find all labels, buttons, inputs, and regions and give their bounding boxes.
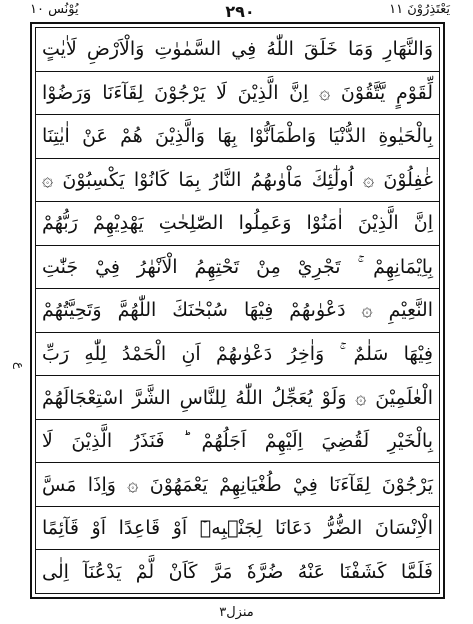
verse-line — [36, 463, 439, 507]
verse-line-text: الْعٰلَمِيْنَ ۞ وَلَوْ يُعَجِّلُ اللّٰهُ لِلنَّاسِ الشَّرَّ اسْتِعْجَالَهُمْ — [42, 386, 433, 409]
verse-line — [36, 333, 439, 377]
verse-line — [36, 159, 439, 203]
surah-title: يُوْنُس ١٠ — [30, 2, 79, 17]
verse-line-text: الْاِنْسَانَ الضُّرُّ دَعَانَا لِجَنْۢبِهٖٓ اَوْ قَاعِدًا اَوْ قَآئِمًا — [42, 517, 433, 540]
verse-line-text: بِالْحَيٰوةِ الدُّنْيَا وَاطْمَاَنُّوْا بِهَا وَالَّذِيْنَ هُمْ عَنْ اٰيٰتِنَا — [42, 125, 433, 148]
verse-line — [36, 72, 439, 116]
verse-line-text: يَرْجُوْنَ لِقَآءَنَا فِيْ طُغْيَانِهِمْ يَعْمَهُوْنَ ۞ وَاِذَا مَسَّ — [42, 473, 433, 496]
verse-line — [36, 420, 439, 464]
verse-line-text: فِيْهَا سَلٰمٌ ۚ وَاٰخِرُ دَعْوٰىهُمْ اَنِ الْحَمْدُ لِلّٰهِ رَبِّ — [42, 342, 433, 365]
page-number: ٢٩٠ — [225, 2, 255, 21]
text-frame — [30, 22, 445, 599]
verse-line-text: النَّعِيْمِ ۞ دَعْوٰىهُمْ فِيْهَا سُبْحٰنَكَ اللّٰهُمَّ وَتَحِيَّتُهُمْ — [42, 299, 433, 322]
verse-line-text: اِنَّ الَّذِيْنَ اٰمَنُوْا وَعَمِلُوا الصّٰلِحٰتِ يَهْدِيْهِمْ رَبُّهُمْ — [42, 212, 433, 235]
verse-line-text: بِاِيْمَانِهِمْ ۚ تَجْرِيْ مِنْ تَحْتِهِمُ الْاَنْهٰرُ فِيْ جَنّٰتِ — [42, 255, 433, 278]
verse-lines — [36, 28, 439, 593]
verse-line-text: فَلَمَّا كَشَفْنَا عَنْهُ ضُرَّهٗ مَرَّ كَاَنْ لَّمْ يَدْعُنَآ اِلٰى — [42, 560, 433, 583]
verse-line-text: وَالنَّهَارِ وَمَا خَلَقَ اللّٰهُ فِي السَّمٰوٰتِ وَالْاَرْضِ لَاٰيٰتٍ — [42, 38, 433, 61]
manzil-footer: منزل٣ — [219, 605, 254, 620]
verse-line-text: غٰفِلُوْنَ ۞ اُولٰٓئِكَ مَاْوٰىهُمُ النَّارُ بِمَا كَانُوْا يَكْسِبُوْنَ ۞ — [42, 168, 433, 191]
verse-line — [36, 550, 439, 593]
verse-line — [36, 507, 439, 551]
page-header — [30, 2, 450, 24]
verse-line — [36, 202, 439, 246]
verse-line — [36, 376, 439, 420]
verse-line-text: بِالْخَيْرِ لَقُضِيَ اِلَيْهِمْ اَجَلُهُمْ ؕ فَنَذَرُ الَّذِيْنَ لَا — [42, 430, 433, 453]
margin-ruku-marker: ع — [13, 362, 27, 370]
verse-line-text: لِّقَوْمٍ يَّتَّقُوْنَ ۞ اِنَّ الَّذِيْنَ لَا يَرْجُوْنَ لِقَآءَنَا وَرَضُوْا — [42, 81, 433, 104]
juz-title: يَعْتَذِرُوْنَ ١١ — [389, 2, 450, 17]
verse-line — [36, 289, 439, 333]
verse-line — [36, 115, 439, 159]
verse-line — [36, 28, 439, 72]
verse-line — [36, 246, 439, 290]
